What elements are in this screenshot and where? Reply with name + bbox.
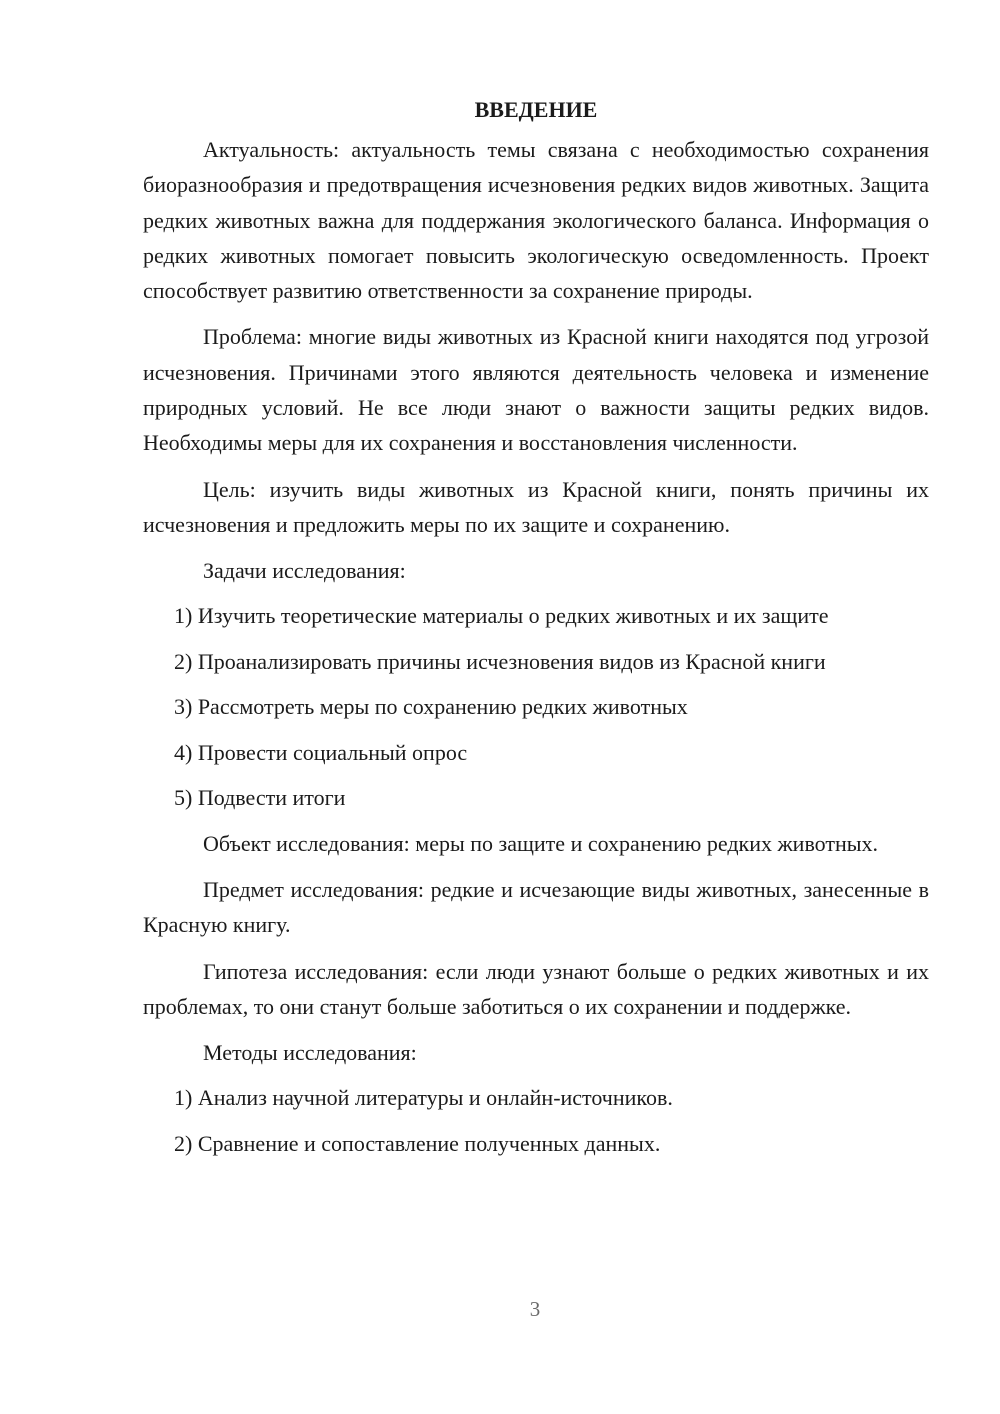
list-item: 3) Рассмотреть меры по сохранению редких животных bbox=[174, 694, 688, 720]
list-item: 5) Подвести итоги bbox=[174, 785, 346, 811]
methods-list bbox=[143, 1080, 929, 1161]
list-item: 4) Провести социальный опрос bbox=[174, 739, 468, 765]
list-item: 1) Изучить теоретические материалы о редких животных и их защите bbox=[174, 603, 829, 629]
tasks-heading: Задачи исследования: bbox=[203, 558, 406, 584]
list-item: 1) Анализ научной литературы и онлайн-источников. bbox=[174, 1085, 673, 1111]
list-item: 2) Сравнение и сопоставление полученных данных. bbox=[174, 1130, 661, 1156]
object-paragraph: Объект исследования: меры по защите и сохранению редких животных. bbox=[203, 830, 879, 856]
methods-heading: Методы исследования: bbox=[203, 1040, 417, 1066]
page-number: 3 bbox=[529, 1297, 541, 1321]
tasks-list bbox=[143, 598, 929, 815]
page-title: ВВЕДЕНИЕ bbox=[474, 97, 598, 122]
problem-paragraph: Проблема: многие виды животных из Красной книги находятся под угрозой исчезновения. Причинами этого являются деятельность человека и изменение природных условий. Не все люди знают о важности защиты редких видов. Необходимы меры для их сохранения и восстановления численности. bbox=[143, 324, 929, 456]
list-item: 2) Проанализировать причины исчезновения видов из Красной книги bbox=[174, 648, 826, 674]
goal-paragraph: Цель: изучить виды животных из Красной книги, понять причины их исчезновения и предложить меры по их защите и сохранению. bbox=[143, 476, 929, 537]
hypothesis-paragraph: Гипотеза исследования: если люди узнают больше о редких животных и их проблемах, то они станут больше заботиться о их сохранении и поддержке. bbox=[143, 958, 929, 1019]
relevance-paragraph: Актуальность: актуальность темы связана с необходимостью сохранения биоразнообразия и предотвращения исчезновения редких видов животных. Защита редких животных важна для поддержания экологического баланса. Информация о редких животных помогает повысить экологическую осведомленность. Проект способствует развитию ответственности за сохранение природы. bbox=[143, 137, 929, 304]
subject-paragraph: Предмет исследования: редкие и исчезающие виды животных, занесенные в Красную книгу. bbox=[143, 877, 929, 938]
document-page bbox=[143, 92, 929, 1171]
